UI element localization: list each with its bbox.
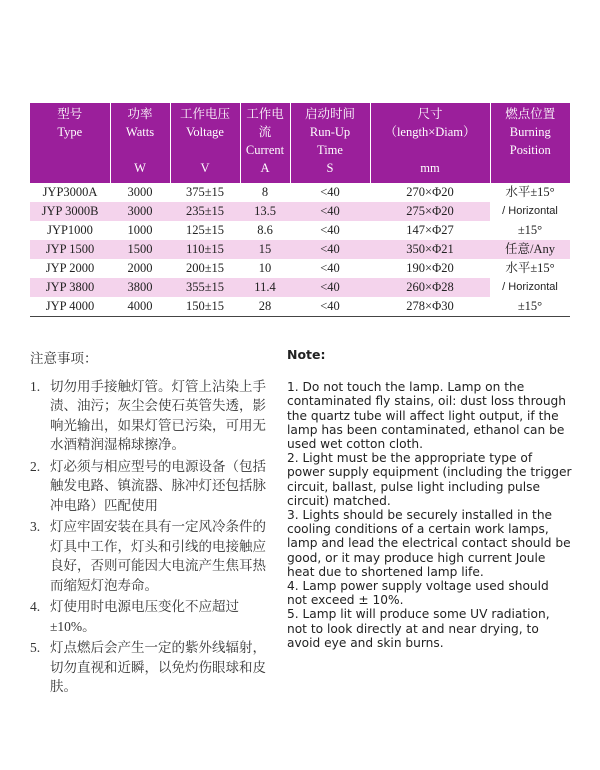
cell-watts: 1500: [110, 240, 170, 259]
item-text: 灯使用时电源电压变化不应超过±10%。: [50, 599, 239, 634]
cell-current: 13.5: [240, 202, 290, 221]
cell-watts: 2000: [127, 261, 153, 275]
cell-voltage: 125±15: [185, 223, 225, 237]
header-watts: 功率 Watts W: [110, 103, 170, 183]
cell-voltage: 150±15: [170, 297, 240, 317]
item-number: 3.: [30, 519, 41, 534]
cell-current: 15: [240, 240, 290, 259]
cell-voltage: 200±15: [185, 261, 225, 275]
cell-runup: <40: [290, 297, 370, 317]
table-row: [30, 278, 570, 297]
cell-position: 水平±15°: [505, 185, 555, 199]
cell-type: JYP 2000: [45, 261, 95, 275]
table-row: [30, 183, 570, 202]
cell-type: JYP 4000: [30, 297, 110, 317]
cell-runup: <40: [320, 185, 340, 199]
table-row: [30, 297, 570, 317]
cell-voltage: 235±15: [170, 202, 240, 221]
cell-voltage: 375±15: [185, 185, 225, 199]
cell-size: 350×Φ21: [370, 240, 490, 259]
cell-position: 任意/Any: [490, 240, 570, 259]
item-number: 2.: [30, 458, 41, 474]
cell-runup: <40: [320, 223, 340, 237]
list-item: [30, 517, 270, 595]
header-runup-time: 启动时间 Run-Up Time S: [290, 103, 370, 183]
item-number: 1.: [30, 378, 41, 394]
note-item: 1. Do not touch the lamp. Lamp on the contaminated fly stains, oil: dust loss through the quartz tube will affect light output, if the lamp has been contaminated, ethanol can be used wet cotton cloth.: [287, 380, 567, 452]
header-dimensions: 尺寸 （length×Diam） mm: [370, 103, 490, 183]
cell-size: 270×Φ20: [406, 185, 454, 199]
table-row: [30, 259, 570, 278]
list-item: [30, 597, 270, 636]
cell-runup: <40: [290, 278, 370, 297]
notes-chinese: [30, 349, 270, 699]
list-item: [30, 457, 270, 516]
spec-table: [30, 103, 570, 317]
notes-cn-heading: 注意事项：: [30, 351, 98, 366]
item-text: 灯必须与相应型号的电源设备（包括触发电路、镇流器、脉冲灯还包括脉冲电路）匹配使用: [50, 458, 266, 513]
note-item: 4. Lamp power supply voltage used should not exceed ± 10%.: [287, 579, 549, 608]
note-item: 5. Lamp lit will produce some UV radiation, not to look directly at and near drying, to avoid eye and skin burns.: [287, 607, 550, 650]
notes-english: [287, 348, 572, 650]
cell-size: 278×Φ30: [370, 297, 490, 317]
cell-type: JYP 3800: [30, 278, 110, 297]
cell-watts: 4000: [110, 297, 170, 317]
table-header: [30, 103, 570, 183]
cell-type: JYP1000: [47, 223, 93, 237]
cell-voltage: 110±15: [170, 240, 240, 259]
cell-size: 147×Φ27: [406, 223, 454, 237]
cell-current: 11.4: [240, 278, 290, 297]
item-text: 切勿用手接触灯管。灯管上沾染上手渍、油污；灰尘会使石英管失透，影响光输出，如果灯管已污染，可用无水酒精润湿棉球擦净。: [50, 378, 266, 452]
cell-voltage: 355±15: [170, 278, 240, 297]
cell-size: 190×Φ20: [406, 261, 454, 275]
table-row: [30, 240, 570, 259]
list-item: [30, 377, 270, 455]
cell-position: / Horizontal: [502, 205, 558, 217]
item-text: 灯点燃后会产生一定的紫外线辐射，切勿直视和近瞬，以免灼伤眼球和皮肤。: [50, 640, 266, 694]
cell-size: 260×Φ28: [370, 278, 490, 297]
list-item: [30, 638, 270, 697]
note-item: 2. Light must be the appropriate type of power supply equipment (including the trigger circuit, ballast, pulse light including pulse circuit) matched.: [287, 451, 572, 508]
cell-type: JYP3000A: [42, 185, 98, 199]
cell-current: 8: [261, 185, 269, 199]
cell-current: 28: [240, 297, 290, 317]
cell-watts: 3000: [110, 202, 170, 221]
cell-position: / Horizontal: [502, 281, 558, 293]
item-number: 4.: [30, 599, 41, 614]
note-item: 3. Lights should be securely installed in the cooling conditions of a certain work lamps, lamp and lead the electrical contact should be good, or it may produce high current Joule heat due to shortened lamp life.: [287, 508, 571, 579]
header-voltage: 工作电压 Voltage V: [170, 103, 240, 183]
table-row: [30, 202, 570, 221]
header-burning-position: 燃点位置 Burning Position: [490, 103, 570, 183]
item-text: 灯应牢固安装在具有一定风冷条件的灯具中工作，灯头和引线的电接触应良好，否则可能因大电流产生焦耳热而缩短灯泡寿命。: [50, 519, 266, 593]
cell-watts: 1000: [127, 223, 153, 237]
header-type: 型号 Type: [57, 107, 83, 139]
cell-type: JYP 3000B: [30, 202, 110, 221]
cell-size: 275×Φ20: [370, 202, 490, 221]
cell-runup: <40: [290, 202, 370, 221]
item-number: 5.: [30, 640, 41, 655]
notes-en-heading: Note:: [287, 347, 326, 362]
cell-watts: 3800: [110, 278, 170, 297]
cell-type: JYP 1500: [30, 240, 110, 259]
cell-watts: 3000: [127, 185, 153, 199]
cell-current: 10: [258, 261, 272, 275]
cell-runup: <40: [290, 240, 370, 259]
cell-runup: <40: [320, 261, 340, 275]
cell-position: ±15°: [490, 297, 570, 317]
header-current: 工作电 流 Current A: [240, 103, 290, 183]
cell-position: 水平±15°: [505, 261, 555, 275]
cell-current: 8.6: [257, 223, 273, 237]
table-row: [30, 221, 570, 240]
cell-position: ±15°: [517, 223, 543, 237]
